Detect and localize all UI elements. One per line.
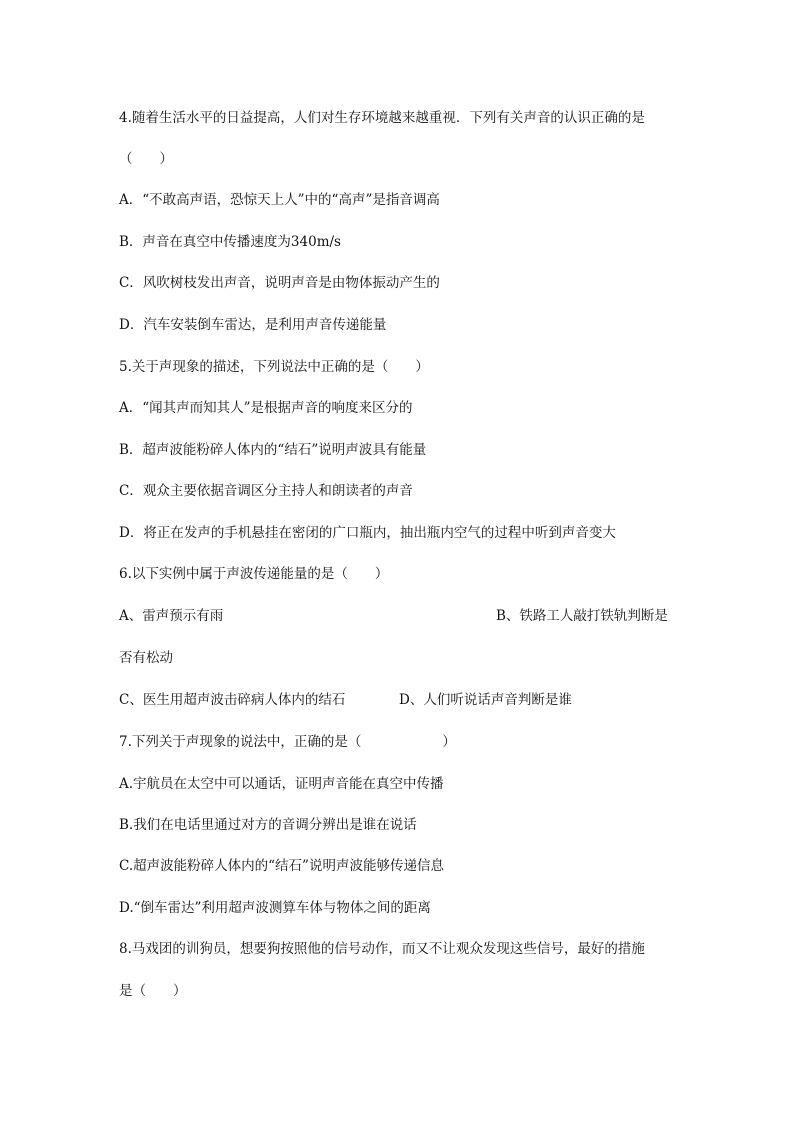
question-7-option-b-text: B.我们在电话里通过对方的音调分辨出是谁在说话 [119,817,417,833]
question-5-option-b-text: B．超声波能粉碎人体内的“结石”说明声波具有能量 [119,442,427,458]
question-6-stem-text: 6.以下实例中属于声波传递能量的是（ ） [119,566,389,582]
question-5-option-a [0,397,794,419]
question-5-option-b [0,439,794,461]
question-7-option-a-text: A.宇航员在太空中可以通话，证明声音能在真空中传播 [119,776,444,792]
question-6-option-d-text: D、人们听说话声音判断是谁 [399,692,572,708]
question-6-options-ab [0,605,794,627]
question-5-option-d-text: D．将正在发声的手机悬挂在密闭的广口瓶内，抽出瓶内空气的过程中听到声音变大 [119,525,616,541]
question-6-option-b-continued [0,647,794,669]
question-7-stem [0,731,794,753]
question-8-stem-continued [0,980,794,1002]
question-4-stem [0,107,794,129]
question-6-option-a-text: A、雷声预示有雨 [119,608,224,624]
question-7-option-b [0,814,794,836]
question-4-option-a-text: A．“不敢高声语，恐惊天上人”中的“高声”是指音调高 [119,192,440,208]
question-5-option-c [0,480,794,502]
question-7-option-a [0,773,794,795]
question-7-option-c-text: C.超声波能粉碎人体内的“结石”说明声波能够传递信息 [119,858,444,874]
question-5-option-c-text: C．观众主要依据音调区分主持人和朗读者的声音 [119,483,413,499]
question-7-option-d [0,897,794,919]
question-6-option-b-continued-text: 否有松动 [119,650,173,666]
question-6-option-b-text: B、铁路工人敲打铁轨判断是 [496,608,668,624]
question-5-option-d [0,522,794,544]
question-4-option-d [0,314,794,336]
question-6-option-c-text: C、医生用超声波击碎病人体内的结石 [119,692,346,708]
question-5-stem-text: 5.关于声现象的描述，下列说法中正确的是（ ） [119,359,429,375]
question-8-stem-text: 8.马戏团的训狗员，想要狗按照他的信号动作，而又不让观众发现这些信号，最好的措施 [119,941,645,957]
question-5-stem [0,356,794,378]
question-6-stem [0,563,794,585]
question-7-stem-text: 7.下列关于声现象的说法中，正确的是（ ） [119,734,456,750]
question-4-stem-text: 4.随着生活水平的日益提高，人们对生存环境越来越重视．下列有关声音的认识正确的是 [119,110,645,126]
question-8-stem [0,938,794,960]
question-8-stem-continued-text: 是（ ） [119,983,187,999]
question-4-option-b-text: B．声音在真空中传播速度为340m/s [119,234,341,250]
question-4-answer-paren-text: （ ） [119,151,173,167]
question-4-option-b [0,231,794,253]
question-4-option-c-text: C．风吹树枝发出声音，说明声音是由物体振动产生的 [119,275,440,291]
question-7-option-d-text: D.“倒车雷达”利用超声波测算车体与物体之间的距离 [119,900,431,916]
question-7-option-c [0,855,794,877]
question-6-options-cd [0,689,794,711]
question-4-option-c [0,272,794,294]
question-4-answer-paren [0,148,794,170]
question-4-option-a [0,189,794,211]
question-5-option-a-text: A．“闻其声而知其人”是根据声音的响度来区分的 [119,400,413,416]
question-4-option-d-text: D．汽车安装倒车雷达，是利用声音传递能量 [119,317,387,333]
